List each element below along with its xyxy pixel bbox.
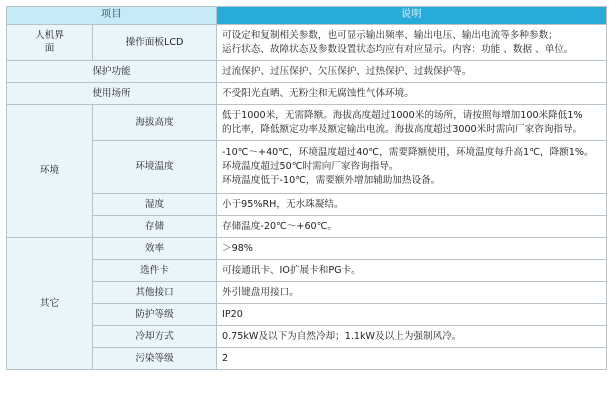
desc-line: 环境温度低于-10℃，需要额外增加辅助加热设备。 [222,174,441,186]
item-efficiency: 效率 [93,238,217,260]
item-other-interface: 其他接口 [93,282,217,304]
category-other: 其它 [7,238,93,370]
row-humidity [7,194,607,216]
desc-line: 低于1000米，无需降额。海拔高度超过1000米的场所，请按照每增加100米降低1% [222,109,583,121]
desc-storage: 存储温度-20℃～+60℃。 [217,216,607,238]
category-hmi-label: 人机界面 [35,29,64,54]
desc-line: 的比率，降低额定功率及额定输出电流。海拔高度超过3000米时需向厂家咨询指导。 [222,123,583,135]
desc-option-card: 可接通讯卡、IO扩展卡和PG卡。 [217,260,607,282]
row-protection-grade [7,304,607,326]
category-environment: 环境 [7,105,93,238]
desc-humidity: 小于95%RH，无水珠凝结。 [217,194,607,216]
desc-altitude [217,105,607,141]
row-pollution [7,348,607,370]
item-protection: 保护功能 [7,61,217,83]
row-other-interface [7,282,607,304]
row-protection [7,61,607,83]
desc-protection: 过流保护、过压保护、欠压保护、过热保护、过载保护等。 [217,61,607,83]
row-cooling [7,326,607,348]
item-humidity: 湿度 [93,194,217,216]
spec-table [6,6,607,370]
category-hmi [7,25,93,61]
header-item: 项目 [7,7,217,25]
item-temperature: 环境温度 [93,141,217,194]
item-option-card: 选件卡 [93,260,217,282]
desc-usage: 不受阳光直晒、无粉尘和无腐蚀性气体环境。 [217,83,607,105]
row-hmi [7,25,607,61]
row-usage [7,83,607,105]
spec-table-container [6,6,606,370]
row-option-card [7,260,607,282]
item-storage: 存储 [93,216,217,238]
desc-line: 运行状态、故障状态及参数设置状态均应有对应显示。内容：功能 、数据 、单位。 [222,43,574,55]
header-desc: 说明 [217,7,607,25]
desc-line: 可设定和复制相关参数，也可显示输出频率、输出电压、输出电流等多种参数； [222,29,558,41]
desc-lcd-panel [217,25,607,61]
item-cooling: 冷却方式 [93,326,217,348]
row-efficiency [7,238,607,260]
desc-other-interface: 外引键盘用接口。 [217,282,607,304]
desc-pollution: 2 [217,348,607,370]
desc-protection-grade: IP20 [217,304,607,326]
item-pollution: 污染等级 [93,348,217,370]
item-lcd-panel: 操作面板LCD [93,25,217,61]
item-protection-grade: 防护等级 [93,304,217,326]
item-altitude: 海拔高度 [93,105,217,141]
desc-line: -10℃～+40℃，环境温度超过40℃，需要降额使用，环境温度每升高1℃，降额1%。 [222,147,594,159]
row-altitude [7,105,607,141]
row-temperature [7,141,607,194]
desc-temperature [217,141,607,194]
item-usage: 使用场所 [7,83,217,105]
desc-efficiency: ＞98% [217,238,607,260]
desc-line: 环境温度超过50℃时需向厂家咨询指导。 [222,161,399,173]
header-row [7,7,607,25]
row-storage [7,216,607,238]
desc-cooling: 0.75kW及以下为自然冷却；1.1kW及以上为强制风冷。 [217,326,607,348]
